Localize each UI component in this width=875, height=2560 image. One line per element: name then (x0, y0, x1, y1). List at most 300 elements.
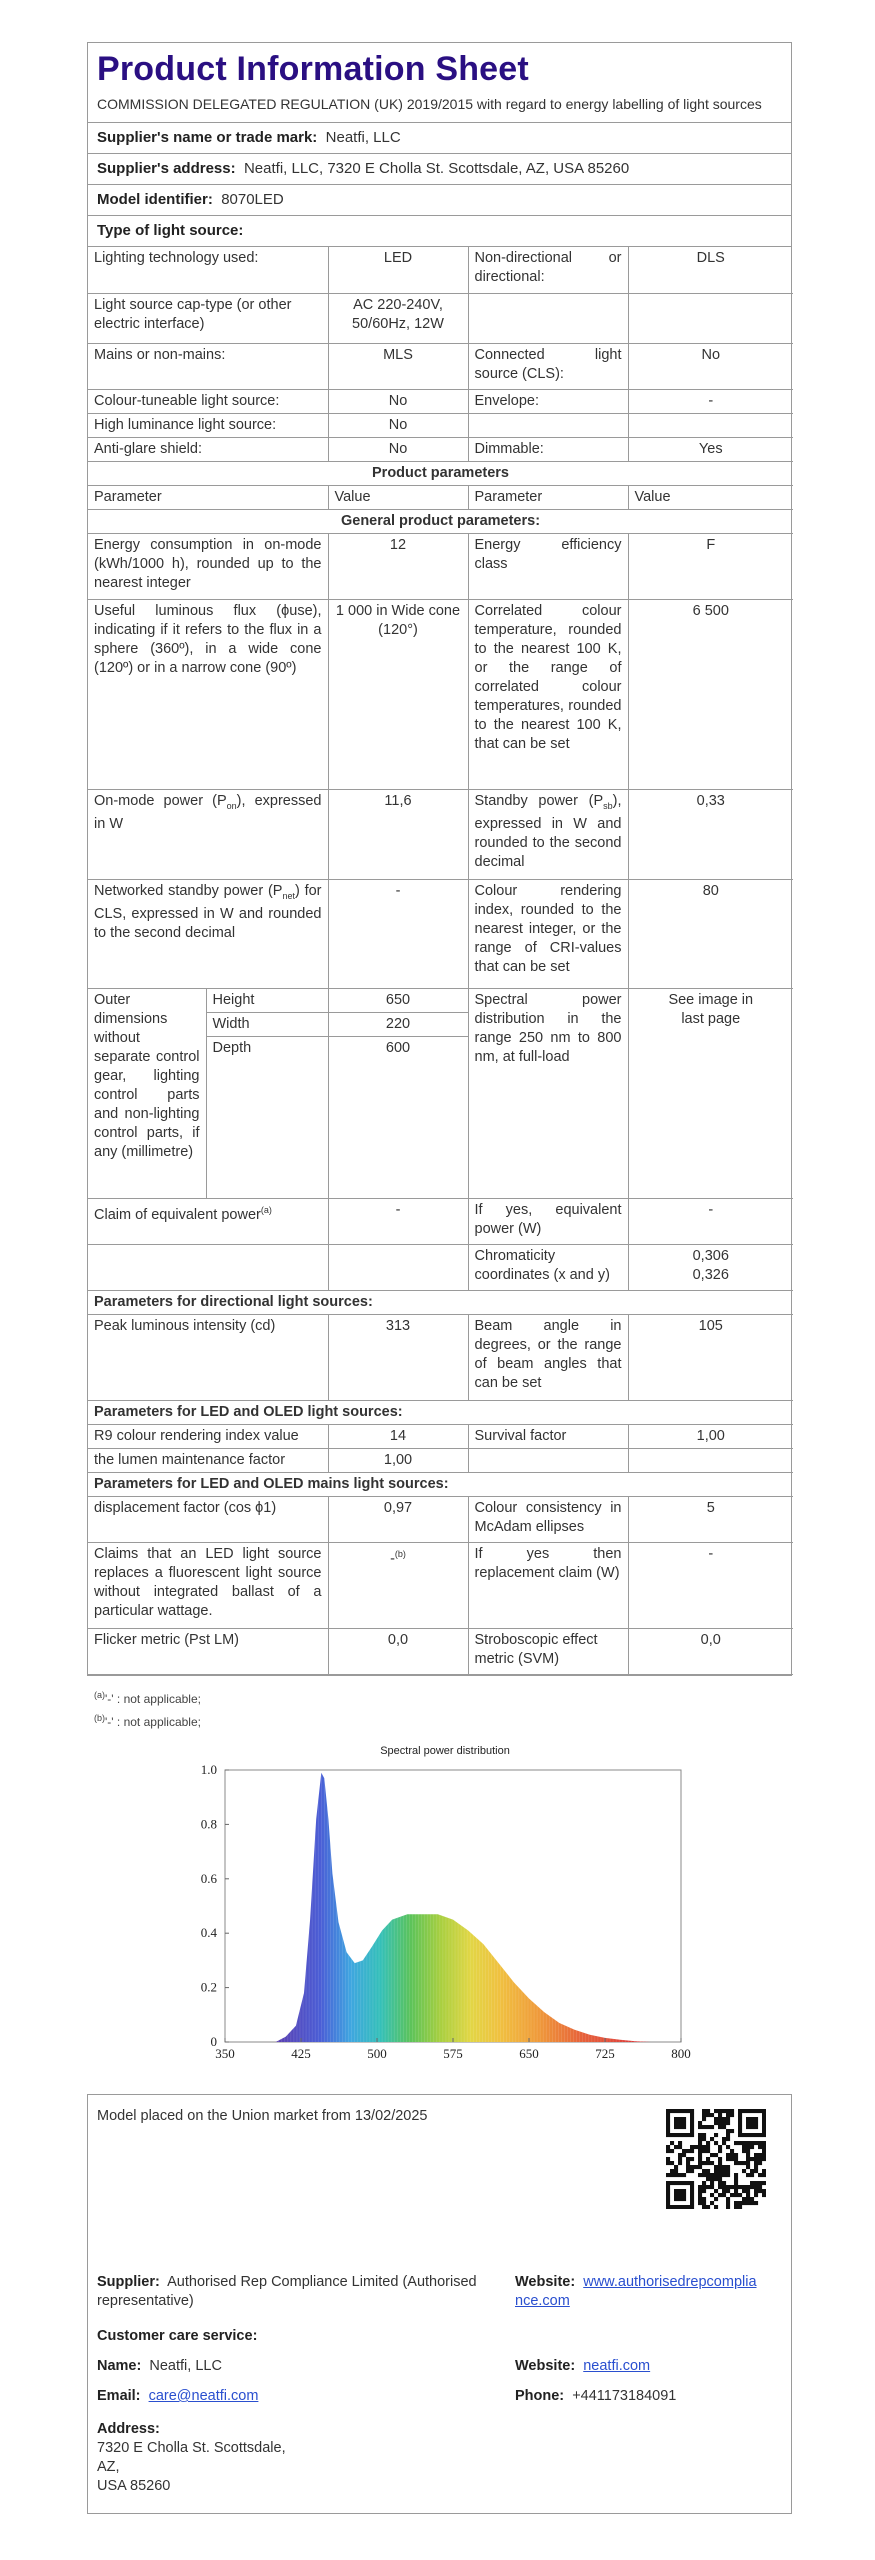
care-name-value: Neatfi, LLC (149, 2358, 222, 2374)
address-value: Neatfi, LLC, 7320 E Cholla St. Scottsdale, AZ, USA 85260 (243, 160, 630, 177)
website-link-part[interactable]: www.authorisedrepcomplia (583, 2274, 757, 2290)
qr-module (726, 2165, 730, 2169)
qr-module (718, 2125, 722, 2129)
type-value: AC 220-240V, 50/60Hz, 12W (328, 293, 468, 343)
product-parameters-title-row (88, 462, 793, 486)
qr-module (706, 2169, 710, 2173)
address-label: Supplier's address: (97, 160, 236, 177)
qr-module (762, 2121, 766, 2125)
type-label: Non-directional or directional: (468, 247, 628, 293)
networked-standby-text: ) for CLS, expressed in W and rounded to the second decimal (94, 882, 322, 942)
qr-module (750, 2125, 754, 2129)
qr-module (670, 2149, 674, 2153)
qr-module (674, 2165, 678, 2169)
care-name-label: Name: (97, 2358, 142, 2374)
efficiency-class-label: Energy efficiency class (468, 533, 628, 599)
col-parameter-header: Parameter (88, 485, 328, 509)
qr-module (666, 2173, 670, 2177)
qr-module (690, 2169, 694, 2173)
qr-module (686, 2181, 690, 2185)
supplier-info-box (87, 2094, 792, 2514)
x-tick-label: 650 (519, 2046, 539, 2061)
qr-module (694, 2165, 698, 2169)
qr-module (718, 2157, 722, 2161)
qr-module (726, 2185, 730, 2189)
qr-module (714, 2165, 718, 2169)
type-row (88, 343, 793, 389)
qr-module (698, 2193, 702, 2197)
qr-module (762, 2181, 766, 2185)
on-mode-power-sub: on (226, 800, 237, 811)
mains-title-row (88, 1472, 793, 1496)
qr-module (710, 2193, 714, 2197)
qr-module (682, 2125, 686, 2129)
care-website-link[interactable]: neatfi.com (583, 2358, 651, 2374)
qr-module (714, 2173, 718, 2177)
qr-module (682, 2205, 686, 2209)
website-block (515, 2273, 790, 2311)
qr-module (738, 2129, 742, 2133)
qr-module (746, 2185, 750, 2189)
qr-module (726, 2121, 730, 2125)
energy-consumption-value: 12 (328, 533, 468, 599)
on-mode-power-label (88, 789, 328, 879)
qr-module (722, 2185, 726, 2189)
qr-module (714, 2109, 718, 2113)
equivalent-power-claim-label (88, 1198, 328, 1244)
qr-module (678, 2157, 682, 2161)
model-value: 8070LED (221, 191, 284, 208)
qr-module (698, 2173, 702, 2177)
qr-module (746, 2133, 750, 2137)
qr-module (674, 2181, 678, 2185)
qr-module (690, 2197, 694, 2201)
qr-module (754, 2141, 758, 2145)
qr-module (666, 2193, 670, 2197)
qr-module (762, 2149, 766, 2153)
qr-module (682, 2149, 686, 2153)
qr-module (702, 2133, 706, 2137)
qr-module (754, 2121, 758, 2125)
column-header-row (88, 485, 793, 509)
qr-module (710, 2153, 714, 2157)
qr-module (702, 2173, 706, 2177)
qr-module (690, 2149, 694, 2153)
qr-module (718, 2169, 722, 2173)
qr-module (718, 2149, 722, 2153)
qr-module (678, 2109, 682, 2113)
lumen-maintenance-value: 1,00 (328, 1448, 468, 1472)
replacement-claim-value: - (628, 1542, 793, 1628)
qr-module (702, 2189, 706, 2193)
equivalent-power-value: - (628, 1198, 793, 1244)
qr-module (742, 2149, 746, 2153)
qr-module (674, 2145, 678, 2149)
qr-module (758, 2157, 762, 2161)
qr-module (698, 2141, 702, 2145)
qr-module (682, 2189, 686, 2193)
qr-module (690, 2205, 694, 2209)
qr-module (762, 2189, 766, 2193)
svm-label: Stroboscopic effect metric (SVM) (468, 1628, 628, 1674)
qr-module (718, 2165, 722, 2169)
qr-module (750, 2157, 754, 2161)
qr-module (742, 2161, 746, 2165)
qr-module (698, 2145, 702, 2149)
care-address-line: AZ, (97, 2459, 120, 2475)
qr-module (754, 2189, 758, 2193)
qr-module (730, 2149, 734, 2153)
qr-module (722, 2169, 726, 2173)
qr-module (718, 2113, 722, 2117)
qr-module (682, 2153, 686, 2157)
qr-module (666, 2125, 670, 2129)
qr-module (754, 2133, 758, 2137)
qr-module (698, 2157, 702, 2161)
qr-module (718, 2185, 722, 2189)
qr-module (702, 2201, 706, 2205)
qr-module (678, 2193, 682, 2197)
r9-value: 14 (328, 1424, 468, 1448)
x-tick-label: 425 (291, 2046, 311, 2061)
qr-module (690, 2129, 694, 2133)
type-value: LED (328, 247, 468, 293)
qr-module (686, 2109, 690, 2113)
qr-module (726, 2169, 730, 2173)
qr-module (698, 2149, 702, 2153)
table-row (88, 1448, 793, 1472)
qr-module (758, 2141, 762, 2145)
qr-module (706, 2161, 710, 2165)
qr-module (694, 2145, 698, 2149)
qr-module (722, 2117, 726, 2121)
qr-module (698, 2137, 702, 2141)
model-row (88, 185, 791, 216)
type-table (88, 247, 793, 462)
qr-module (738, 2113, 742, 2117)
qr-module (750, 2169, 754, 2173)
type-label: Anti-glare shield: (88, 437, 328, 461)
care-address-line: USA 85260 (97, 2478, 171, 2494)
type-label: High luminance light source: (88, 413, 328, 437)
qr-module (690, 2113, 694, 2117)
qr-module (678, 2153, 682, 2157)
customer-care-title (97, 2327, 257, 2346)
qr-module (710, 2161, 714, 2165)
customer-care-heading: Customer care service: (97, 2328, 258, 2344)
qr-module (702, 2161, 706, 2165)
qr-module (674, 2117, 678, 2121)
fluorescent-claim-text: - (390, 1550, 395, 1567)
qr-module (706, 2125, 710, 2129)
qr-module (670, 2161, 674, 2165)
x-tick-label: 500 (367, 2046, 387, 2061)
depth-value: 600 (328, 1036, 468, 1198)
care-email-link[interactable]: care@neatfi.com (148, 2388, 259, 2404)
qr-module (738, 2205, 742, 2209)
r9-label: R9 colour rendering index value (88, 1424, 328, 1448)
qr-module (730, 2129, 734, 2133)
qr-module (750, 2109, 754, 2113)
qr-module (718, 2109, 722, 2113)
qr-module (702, 2197, 706, 2201)
qr-module (730, 2113, 734, 2117)
mains-section-title: Parameters for LED and OLED mains light sources: (88, 1472, 793, 1496)
qr-module (714, 2121, 718, 2125)
qr-module (666, 2197, 670, 2201)
qr-module (666, 2161, 670, 2165)
qr-module (742, 2109, 746, 2113)
qr-module (750, 2141, 754, 2145)
qr-module (702, 2181, 706, 2185)
x-tick-label: 350 (215, 2046, 235, 2061)
directional-section-title: Parameters for directional light sources: (88, 1290, 793, 1314)
care-address-block (97, 2420, 286, 2496)
height-value: 650 (328, 988, 468, 1012)
qr-module (746, 2157, 750, 2161)
footnote-b (94, 1713, 201, 1729)
qr-module (730, 2109, 734, 2113)
qr-module (666, 2117, 670, 2121)
type-label: Colour-tuneable light source: (88, 389, 328, 413)
qr-module (706, 2173, 710, 2177)
qr-module (674, 2109, 678, 2113)
qr-module (702, 2205, 706, 2209)
qr-module (738, 2185, 742, 2189)
mcadam-label: Colour consistency in McAdam ellipses (468, 1496, 628, 1542)
qr-module (690, 2201, 694, 2205)
product-parameters-title: Product parameters (88, 462, 793, 486)
qr-module (706, 2185, 710, 2189)
type-value (628, 293, 793, 343)
qr-module (738, 2121, 742, 2125)
care-name-block (97, 2357, 222, 2376)
equivalent-power-label: If yes, equivalent power (W) (468, 1198, 628, 1244)
supplier-value: Neatfi, LLC (325, 129, 401, 146)
displacement-factor-label: displacement factor (cos ϕ1) (88, 1496, 328, 1542)
qr-module (674, 2169, 678, 2173)
qr-module (754, 2165, 758, 2169)
empty-cell (88, 1244, 328, 1290)
address-row (88, 154, 791, 185)
qr-module (666, 2129, 670, 2133)
col-parameter-header: Parameter (468, 485, 628, 509)
qr-module (690, 2189, 694, 2193)
qr-module (678, 2189, 682, 2193)
y-tick-label: 0.4 (200, 1925, 217, 1941)
spectrum-area (276, 1773, 651, 2042)
qr-module (718, 2181, 722, 2185)
qr-module (670, 2181, 674, 2185)
qr-module (674, 2173, 678, 2177)
fluorescent-claim-value (328, 1542, 468, 1628)
qr-module (682, 2109, 686, 2113)
type-label: Mains or non-mains: (88, 343, 328, 389)
footnote-b-mark: (b) (94, 1713, 105, 1723)
qr-module (762, 2125, 766, 2129)
chart-title: Spectral power distribution (380, 1745, 510, 1757)
qr-module (678, 2197, 682, 2201)
type-row (88, 389, 793, 413)
networked-standby-label (88, 879, 328, 988)
qr-module (726, 2197, 730, 2201)
qr-module (762, 2157, 766, 2161)
qr-module (762, 2193, 766, 2197)
spd-label: Spectral power distribution in the range 250 nm to 800 nm, at full-load (468, 988, 628, 1198)
care-website-block (515, 2357, 650, 2376)
qr-module (734, 2185, 738, 2189)
qr-module (762, 2129, 766, 2133)
qr-module (746, 2161, 750, 2165)
qr-module (674, 2193, 678, 2197)
qr-module (718, 2193, 722, 2197)
qr-module (702, 2169, 706, 2173)
qr-module (666, 2181, 670, 2185)
qr-module (718, 2161, 722, 2165)
qr-module (666, 2205, 670, 2209)
qr-module (762, 2141, 766, 2145)
qr-module (714, 2177, 718, 2181)
qr-module (670, 2173, 674, 2177)
qr-module (686, 2149, 690, 2153)
qr-module (746, 2125, 750, 2129)
qr-module (666, 2185, 670, 2189)
qr-module (754, 2161, 758, 2165)
qr-module (714, 2141, 718, 2145)
spd-value: See image in last page (628, 988, 793, 1198)
qr-module (750, 2133, 754, 2137)
qr-module (670, 2133, 674, 2137)
qr-module (714, 2197, 718, 2201)
led-section-title: Parameters for LED and OLED light sources: (88, 1400, 793, 1424)
qr-module (678, 2161, 682, 2165)
qr-module (698, 2165, 702, 2169)
supplier-row (88, 123, 791, 154)
table-row (88, 599, 793, 789)
footnote-a-mark: (a) (94, 1690, 105, 1700)
market-date-text: Model placed on the Union market from 13/02/2025 (97, 2108, 428, 2124)
qr-module (754, 2193, 758, 2197)
chromaticity-label: Chromaticity coordinates (x and y) (468, 1244, 628, 1290)
on-mode-power-text: On-mode power (P (94, 792, 227, 809)
standby-power-value: 0,33 (628, 789, 793, 879)
qr-module (738, 2117, 742, 2121)
type-value: - (628, 389, 793, 413)
table-row (88, 1244, 793, 1290)
width-label: Width (206, 1012, 328, 1036)
qr-module (734, 2153, 738, 2157)
qr-module (690, 2145, 694, 2149)
qr-module (746, 2109, 750, 2113)
replacement-claim-label: If yes then replacement claim (W) (468, 1542, 628, 1628)
y-tick-label: 0.2 (200, 1979, 217, 1995)
qr-module (666, 2113, 670, 2117)
qr-module (698, 2153, 702, 2157)
width-value: 220 (328, 1012, 468, 1036)
qr-module (670, 2205, 674, 2209)
type-value: No (628, 343, 793, 389)
type-label (468, 293, 628, 343)
qr-module (746, 2121, 750, 2125)
qr-module (746, 2117, 750, 2121)
col-value-header: Value (628, 485, 793, 509)
qr-module (690, 2117, 694, 2121)
qr-module (718, 2117, 722, 2121)
qr-module (734, 2181, 738, 2185)
regulation-subtitle: COMMISSION DELEGATED REGULATION (UK) 2019/2015 with regard to energy labelling of light sources (97, 96, 762, 112)
equivalent-power-claim-value: - (328, 1198, 468, 1244)
qr-module (678, 2125, 682, 2129)
qr-module (670, 2141, 674, 2145)
qr-module (682, 2117, 686, 2121)
care-email-block (97, 2387, 258, 2406)
y-tick-label: 1.0 (200, 1762, 217, 1777)
type-label (468, 413, 628, 437)
qr-module (710, 2181, 714, 2185)
qr-module (742, 2189, 746, 2193)
supplier-rep-label: Supplier: (97, 2274, 160, 2290)
energy-consumption-label: Energy consumption in on-mode (kWh/1000 h), rounded up to the nearest integer (88, 533, 328, 599)
sheet-header (88, 43, 791, 123)
qr-module (682, 2181, 686, 2185)
qr-module (750, 2117, 754, 2121)
empty-cell (328, 1244, 468, 1290)
footnote-b-text: '-' : not applicable; (105, 1715, 201, 1729)
lumen-maintenance-label: the lumen maintenance factor (88, 1448, 328, 1472)
footnote-b-ref: (b) (394, 1548, 406, 1559)
qr-module (730, 2193, 734, 2197)
qr-module (690, 2181, 694, 2185)
qr-module (718, 2177, 722, 2181)
standby-power-text: ), expressed in W and rounded to the second decimal (474, 792, 622, 871)
qr-module (742, 2169, 746, 2173)
care-website-label: Website: (515, 2358, 576, 2374)
type-row (88, 293, 793, 343)
qr-module (738, 2125, 742, 2129)
qr-module (730, 2157, 734, 2161)
website-link-part[interactable]: nce.com (515, 2293, 570, 2309)
on-mode-power-value: 11,6 (328, 789, 468, 879)
type-label: Dimmable: (468, 437, 628, 461)
qr-module (726, 2205, 730, 2209)
qr-module (714, 2133, 718, 2137)
qr-module (742, 2185, 746, 2189)
qr-module (698, 2125, 702, 2129)
type-label: Envelope: (468, 389, 628, 413)
care-email-label: Email: (97, 2388, 141, 2404)
qr-module (722, 2137, 726, 2141)
qr-module (702, 2109, 706, 2113)
type-value (628, 413, 793, 437)
flicker-label: Flicker metric (Pst LM) (88, 1628, 328, 1674)
survival-factor-label: Survival factor (468, 1424, 628, 1448)
qr-module (698, 2189, 702, 2193)
supplier-label: Supplier's name or trade mark: (97, 129, 318, 146)
qr-module (754, 2157, 758, 2161)
general-parameters-title: General product parameters: (88, 509, 793, 533)
qr-module (722, 2181, 726, 2185)
qr-module (666, 2149, 670, 2153)
networked-standby-sub: net (282, 890, 295, 901)
qr-module (714, 2117, 718, 2121)
table-row (88, 1628, 793, 1674)
type-row (88, 413, 793, 437)
qr-module (682, 2121, 686, 2125)
chromaticity-y: 0,326 (692, 1266, 729, 1283)
qr-module (726, 2117, 730, 2121)
on-mode-power-text: ), expressed in W (94, 792, 322, 833)
x-tick-label: 575 (443, 2046, 463, 2061)
